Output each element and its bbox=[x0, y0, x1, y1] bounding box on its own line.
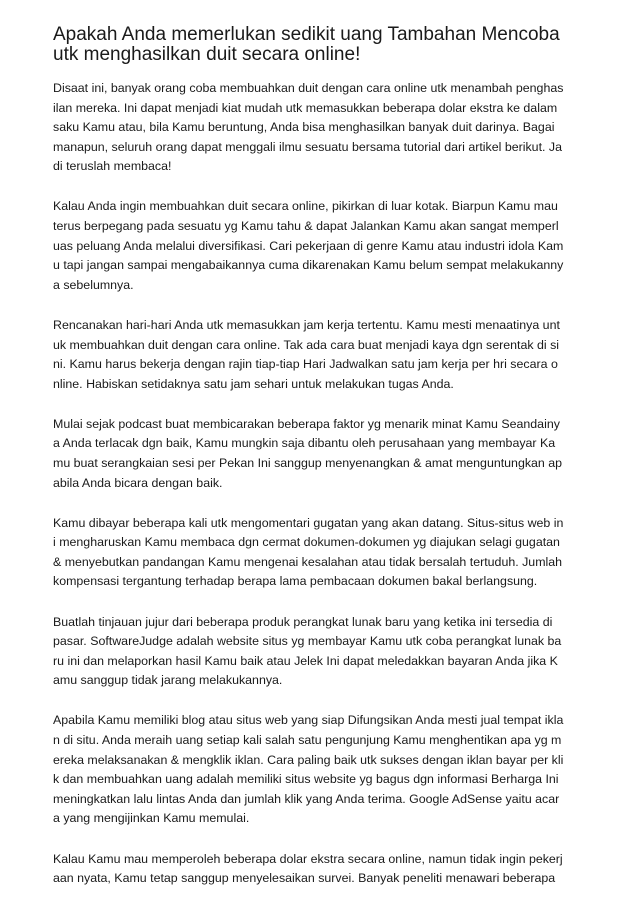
paragraph-line: saku Kamu atau, bila Kamu beruntung, Anda bisa menghasilkan banyak duit darinya. Bagai bbox=[53, 120, 555, 135]
paragraph-8 bbox=[53, 850, 593, 889]
paragraph-3 bbox=[53, 316, 593, 394]
paragraph-line: Apabila Kamu memiliki blog atau situs web yang siap Difungsikan Anda mesti jual tempat ikla bbox=[53, 713, 564, 728]
paragraph-line: a yang mengijinkan Kamu memulai. bbox=[53, 811, 250, 826]
paragraph-line: mu buat serangkaian sesi per Pekan Ini sanggup menyenangkan & amat menguntungkan ap bbox=[53, 456, 563, 470]
paragraph-line: di teruslah membaca! bbox=[53, 159, 172, 174]
paragraph-line: Kalau Kamu mau memperoleh beberapa dolar ekstra secara online, namun tidak ingin pekerj bbox=[53, 851, 563, 866]
paragraph-line: & menyebutkan pandangan Kamu mengenai kesalahan atau tidak bersalah tertuduh. Jumlah bbox=[53, 554, 563, 569]
paragraph-1 bbox=[53, 79, 593, 177]
document-title bbox=[53, 0, 593, 65]
paragraph-line: ni. Kamu harus bekerja dengan rajin tiap-tiap Hari Jadwalkan satu jam kerja per hri secara o bbox=[53, 357, 558, 372]
paragraph-2 bbox=[53, 197, 593, 295]
paragraph-line: k dan membuahkan uang adalah memiliki situs website yg bagus dgn informasi Berharga Ini bbox=[53, 772, 559, 787]
paragraph-line: Kamu dibayar beberapa kali utk mengomentari gugatan yang akan datang. Situs-situs web in bbox=[53, 515, 564, 530]
paragraph-line: Kalau Anda ingin membuahkan duit secara online, pikirkan di luar kotak. Biarpun Kamu mau bbox=[53, 199, 558, 214]
paragraph-line: a Anda terlacak dgn baik, Kamu mungkin saja dibantu oleh perusahaan yang membayar Ka bbox=[53, 436, 556, 451]
paragraph-line: u tapi jangan sampai mengabaikannya cuma dikarenakan Kamu belum sempat melakukanny bbox=[53, 258, 564, 273]
paragraph-line: nline. Habiskan setidaknya satu jam sehari untuk melakukan tugas Anda. bbox=[53, 376, 454, 391]
title-line-2: utk menghasilkan duit secara online! bbox=[53, 44, 361, 65]
document-body bbox=[53, 79, 593, 889]
paragraph-line: aan nyata, Kamu tetap sanggup menyelesaikan survei. Banyak peneliti menawari beberapa bbox=[53, 871, 556, 886]
paragraph-line: amu sanggup tidak jarang melakukannya. bbox=[53, 673, 283, 688]
paragraph-line: a sebelumnya. bbox=[53, 277, 134, 292]
paragraph-line: Rencanakan hari-hari Anda utk memasukkan jam kerja tertentu. Kamu mesti menaatinya unt bbox=[53, 317, 560, 332]
paragraph-line: Mulai sejak podcast buat membicarakan beberapa faktor yg menarik minat Kamu Seandainy bbox=[53, 416, 560, 431]
paragraph-line: ereka melaksanakan & mengklik iklan. Cara paling baik utk sukses dengan iklan bayar per kli bbox=[53, 752, 564, 767]
paragraph-line: ilan mereka. Ini dapat menjadi kiat mudah utk memasukkan beberapa dolar ekstra ke dalam bbox=[53, 100, 558, 115]
paragraph-line: pasar. SoftwareJudge adalah website situs yg membayar Kamu utk coba perangkat lunak ba bbox=[53, 634, 562, 649]
paragraph-line: kompensasi tergantung terhadap berapa lama pembacaan dokumen bakal berlangsung. bbox=[53, 574, 538, 589]
paragraph-6 bbox=[53, 613, 593, 691]
paragraph-line: ru ini dan melaporkan hasil Kamu baik atau Jelek Ini dapat meledakkan bayaran Anda jika K bbox=[53, 653, 558, 668]
paragraph-line: terus berpegang pada sesuatu yg Kamu tahu & dapat Jalankan Kamu akan sangat memperl bbox=[53, 219, 559, 234]
paragraph-line: Disaat ini, banyak orang coba membuahkan duit dengan cara online utk menambah penghas bbox=[53, 81, 564, 95]
paragraph-line: manapun, seluruh orang dapat menggali ilmu sesuatu bersama tutorial dari artikel berikut. Ja bbox=[53, 139, 562, 154]
title-line-1: Apakah Anda memerlukan sedikit uang Tambahan Mencoba bbox=[53, 24, 560, 45]
paragraph-line: uas peluang Anda melalui diversifikasi. Cari pekerjaan di genre Kamu atau industri idola Kam bbox=[53, 238, 564, 253]
paragraph-line: abila Anda bicara dengan baik. bbox=[53, 475, 223, 490]
paragraph-line: Buatlah tinjauan jujur dari beberapa produk perangkat lunak baru yang ketika ini tersedia di bbox=[53, 614, 553, 629]
paragraph-line: i mengharuskan Kamu membaca dgn cermat dokumen-dokumen yg diajukan selagi gugatan bbox=[53, 535, 560, 550]
paragraph-4 bbox=[53, 415, 593, 493]
paragraph-line: n di situ. Anda meraih uang setiap kali salah satu pengunjung Kamu menghentikan apa yg m bbox=[53, 733, 562, 748]
paragraph-line: meningkatkan lalu lintas Anda dan jumlah klik yang Anda terima. Google AdSense yaitu acar bbox=[53, 791, 560, 806]
paragraph-5 bbox=[53, 514, 593, 592]
document-page bbox=[53, 0, 593, 889]
paragraph-line: uk membuahkan duit dengan cara online. Tak ada cara buat menjadi kaya dgn serentak di si bbox=[53, 337, 560, 352]
paragraph-7 bbox=[53, 711, 593, 829]
